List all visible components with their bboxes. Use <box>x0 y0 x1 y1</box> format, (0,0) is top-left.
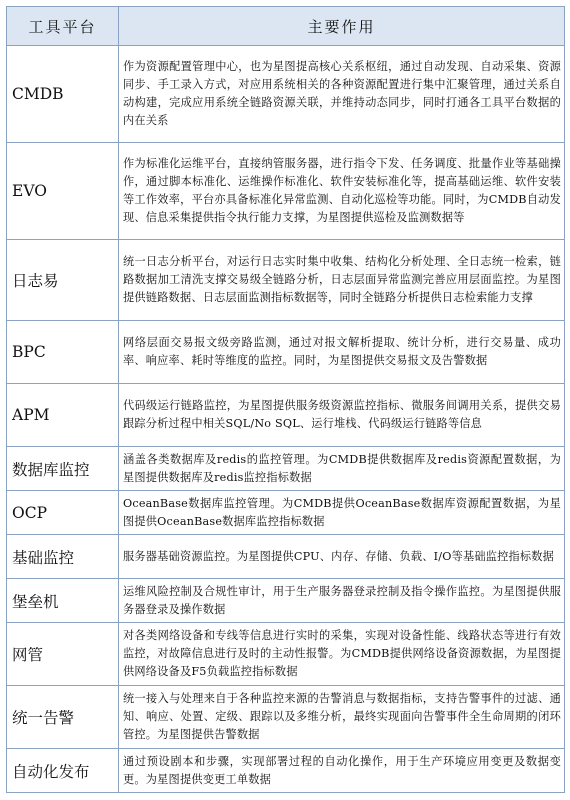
table-row <box>7 143 565 240</box>
table-row <box>7 384 565 447</box>
platform-description: 对各类网络设备和专线等信息进行实时的采集，实现对设备性能、线路状态等进行有效监控，对故障信息进行及时的主动性报警。为CMDB提供网络设备资源数据，为星图提供网络设备及F5负载监控指标数据 <box>119 623 565 686</box>
platform-name: 数据库监控 <box>7 447 119 491</box>
platform-description: 统一日志分析平台，对运行日志实时集中收集、结构化分析处理、全日志统一检索，链路数据加工清洗支撑交易级全链路分析，日志层面异常监测完善应用层面监控。为星图提供链路数据、日志层面监测指标数据等，同时全链路分析提供日志检索能力支撑 <box>119 240 565 321</box>
table-row <box>7 491 565 535</box>
platform-name: OCP <box>7 491 119 535</box>
table-row <box>7 579 565 623</box>
platform-name: 自动化发布 <box>7 749 119 793</box>
table-header-row <box>7 7 565 46</box>
platform-name: CMDB <box>7 46 119 143</box>
table-row <box>7 623 565 686</box>
table-row <box>7 46 565 143</box>
platform-description: 代码级运行链路监控，为星图提供服务级资源监控指标、微服务间调用关系，提供交易跟踪分析过程中相关SQL/No SQL、运行堆栈、代码级运行链路等信息 <box>119 384 565 447</box>
table-row <box>7 749 565 793</box>
platform-description: 作为资源配置管理中心，也为星图提高核心关系枢纽，通过自动发现、自动采集、资源同步、手工录入方式，对应用系统相关的各种资源配置进行集中汇聚管理，通过关系自动构建，完成应用系统全链路资源关联，并维持动态同步，同时打通各工具平台数据的内在关系 <box>119 46 565 143</box>
table-row <box>7 686 565 749</box>
platform-description: 网络层面交易报文级旁路监测，通过对报文解析提取、统计分析，进行交易量、成功率、响应率、耗时等维度的监控。同时，为星图提供交易报文及告警数据 <box>119 321 565 384</box>
header-main-function: 主要作用 <box>119 7 565 46</box>
header-tool-platform: 工具平台 <box>7 7 119 46</box>
platform-description: 运维风险控制及合规性审计，用于生产服务器登录控制及指令操作监控。为星图提供服务器登录及操作数据 <box>119 579 565 623</box>
platform-name: 堡垒机 <box>7 579 119 623</box>
platform-name: 日志易 <box>7 240 119 321</box>
platform-description: 统一接入与处理来自于各种监控来源的告警消息与数据指标，支持告警事件的过滤、通知、响应、处置、定级、跟踪以及多维分析，最终实现面向告警事件全生命周期的闭环管控。为星图提供告警数据 <box>119 686 565 749</box>
platform-description: 作为标准化运维平台，直接纳管服务器，进行指令下发、任务调度、批量作业等基础操作，通过脚本标准化、运维操作标准化、软件安装标准化等，提高基础运维、软件安装等工作效率，平台亦具备标准化异常监测、自动化巡检等功能。同时，为CMDB自动发现、信息采集提供指令执行能力支撑，为星图提供巡检及监测数据等 <box>119 143 565 240</box>
tool-platform-table <box>6 6 565 793</box>
platform-name: EVO <box>7 143 119 240</box>
platform-name: BPC <box>7 321 119 384</box>
platform-name: 网管 <box>7 623 119 686</box>
platform-name: 基础监控 <box>7 535 119 579</box>
table-row <box>7 535 565 579</box>
platform-description: 涵盖各类数据库及redis的监控管理。为CMDB提供数据库及redis资源配置数据，为星图提供数据库及redis监控指标数据 <box>119 447 565 491</box>
platform-description: 服务器基础资源监控。为星图提供CPU、内存、存储、负载、I/O等基础监控指标数据 <box>119 535 565 579</box>
table-row <box>7 240 565 321</box>
platform-name: APM <box>7 384 119 447</box>
table-row <box>7 321 565 384</box>
platform-name: 统一告警 <box>7 686 119 749</box>
table-row <box>7 447 565 491</box>
platform-description: 通过预设剧本和步骤，实现部署过程的自动化操作，用于生产环境应用变更及数据变更。为星图提供变更工单数据 <box>119 749 565 793</box>
platform-description: OceanBase数据库监控管理。为CMDB提供OceanBase数据库资源配置数据，为星图提供OceanBase数据库监控指标数据 <box>119 491 565 535</box>
